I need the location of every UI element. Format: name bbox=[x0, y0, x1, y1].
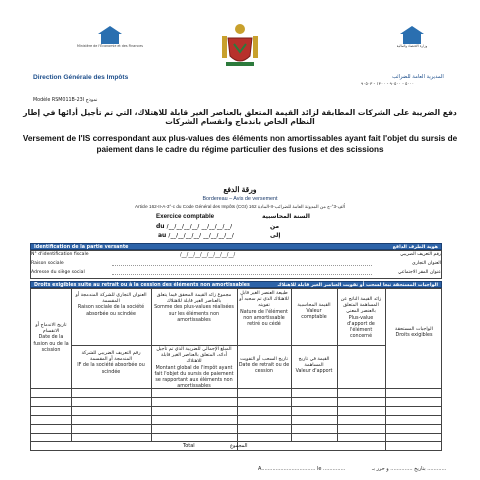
col-raison-sociale: العنوان التجاري للشركة المندمجة أو المقسمة Raison sociale de la société absorbée ou scindée bbox=[75, 293, 147, 317]
footer-place-date-fr: A.................................. le .............. bbox=[258, 466, 346, 472]
ministry-logo-left bbox=[50, 26, 170, 48]
if-row bbox=[30, 251, 442, 259]
col-date-fusion: تاريخ الاندماج أو الانقسام Date de la fusion ou de la scission bbox=[33, 323, 69, 353]
dgi-label-fr: Direction Générale des Impôts bbox=[33, 74, 129, 81]
title-arabic: دفع الضريبة على الشركات المطابقة لزائد القيمة المتعلق بالعناصر الغير قابلة للاهتلاك، التي تم تأجيل أدائها في إطار النظام الخاص باندماج وانقسام الشركات bbox=[23, 108, 457, 126]
col-if-societe: رقم التعريف الضريبي للشركة المندمجة أو المقسمة IF de la société absorbée ou scindée bbox=[77, 351, 145, 375]
raison-sociale-row bbox=[30, 260, 442, 268]
date-from-label-ar: من bbox=[270, 223, 280, 230]
ministry-house-icon-right bbox=[400, 26, 424, 44]
date-to-label-ar: إلى bbox=[270, 232, 281, 239]
adresse-label-fr: Adresse du siège social bbox=[31, 270, 85, 275]
date-to-label: au bbox=[158, 232, 167, 239]
droits-title-ar: الواجبات المستحقة تبعا لسحب أو تفويت العناصر الغير قابلة للاهتلاك bbox=[277, 283, 438, 288]
date-from-row bbox=[156, 223, 232, 230]
col-date-retrait: تاريخ السحب أو التفويت Date de retrait ou de cession bbox=[238, 357, 290, 375]
ministry-name-left: Ministère de l'Économie et des Finances bbox=[77, 44, 143, 48]
code-line: ٥٠٠٠ - ٩٠٥٠٠ - ١٣٠٠ - ٩٠٥٠٣ bbox=[361, 81, 415, 86]
dgi-label-ar: المديرية العامة للضرائب bbox=[392, 74, 444, 80]
subtitle-french: Bordereau – Avis de versement bbox=[202, 196, 278, 202]
col-valeur-comptable: القيمة المحاسبية Valeur comptable bbox=[297, 303, 331, 321]
adresse-field[interactable] bbox=[112, 274, 372, 275]
raison-sociale-label-fr: Raison sociale bbox=[31, 261, 64, 266]
ministry-name-right: وزارة الاقتصاد والمالية bbox=[396, 44, 428, 48]
ministry-house-icon bbox=[98, 26, 122, 44]
droits-title-fr: Droits exigibles suite au retrait ou à la cession des éléments non amortissables bbox=[34, 283, 250, 288]
identification-header bbox=[30, 243, 442, 250]
article-reference: Article 162-II-A-3°-c du Code Général des Impôts (CGI) المادة 162-II-ألف-3°-ج من المدونة العامة للضرائب bbox=[134, 204, 346, 209]
date-from-field[interactable]: /__/__/__/__/ __/__/__/__/ bbox=[166, 224, 233, 230]
total-label-ar: المجموع bbox=[230, 443, 248, 449]
if-label-ar: رقم التعريف الضريبي bbox=[400, 252, 441, 257]
col-montant-global: المبلغ الإجمالي للضريبة الذي تم تأجيل أدائه، المتعلق بالعناصر الغير قابلة للاهتلاك Montant global de l'impôt ayant fait l'objet du sursis de paiement se rapportant aux éléments non amortissables bbox=[154, 347, 234, 390]
form-model-number: Modèle RSM011B-23I نموذج bbox=[33, 98, 98, 103]
identification-title-fr: Identification de la partie versante bbox=[34, 245, 129, 250]
moroccan-coat-of-arms-icon bbox=[220, 22, 260, 68]
col-droits-exigibles: الواجبات المستحقة Droits exigibles bbox=[395, 327, 433, 339]
exercice-label: Exercice comptable bbox=[156, 213, 215, 220]
date-to-field[interactable]: /__/__/__/__/ __/__/__/__/ bbox=[168, 233, 234, 239]
adresse-label-ar: عنوان المقر الاجتماعي bbox=[397, 270, 441, 275]
droits-table bbox=[30, 288, 442, 442]
ministry-logo-right bbox=[362, 26, 462, 48]
col-somme-plus-values: مجموع زائد القيمة المحقق فيما يتعلق بالعناصر الغير قابلة للاهتلاك Somme des plus-values réalisées sur les éléments non amortissables bbox=[154, 293, 234, 323]
raison-sociale-field[interactable] bbox=[112, 265, 372, 266]
title-french: Versement de l'IS correspondant aux plus-values des éléments non amortissables ayant fait l'objet du sursis de paiement dans le cadre du régime particulier des fusions et des scissions bbox=[22, 134, 458, 154]
total-label-fr: Total bbox=[183, 443, 195, 449]
raison-sociale-label-ar: العنوان التجاري bbox=[411, 261, 441, 266]
if-field[interactable]: /__/__/__/__/__/__/__/__/ bbox=[180, 252, 236, 258]
col-nature-element: طبيعة العنصر الغير قابل للاهتلاك الذي تم سحبه أو تفويته Nature de l'élément non amortissable retiré ou cédé bbox=[239, 291, 289, 328]
identification-title-ar: هوية الطرف الدافع bbox=[392, 245, 438, 250]
subtitle-arabic: ورقة الدفع bbox=[223, 185, 257, 194]
col-plus-value-apport: زائد القيمة الناتج عن المساهمة المتعلق بالعنصر المعني Plus-value d'apport de l'élément concerné bbox=[340, 297, 382, 340]
if-label-fr: N° d'identification fiscale bbox=[31, 252, 89, 257]
adresse-row bbox=[30, 269, 442, 277]
date-from-label: du bbox=[156, 223, 165, 230]
col-valeur-apport: القيمة في تاريخ المساهمة Valeur d'apport bbox=[295, 357, 333, 375]
exercice-label-ar: السنة المحاسبية bbox=[262, 213, 310, 220]
date-to-row bbox=[158, 232, 234, 239]
footer-place-date-ar: بتاريخ .............. و حرر بـ ............ bbox=[372, 466, 447, 472]
droits-header bbox=[30, 281, 442, 288]
